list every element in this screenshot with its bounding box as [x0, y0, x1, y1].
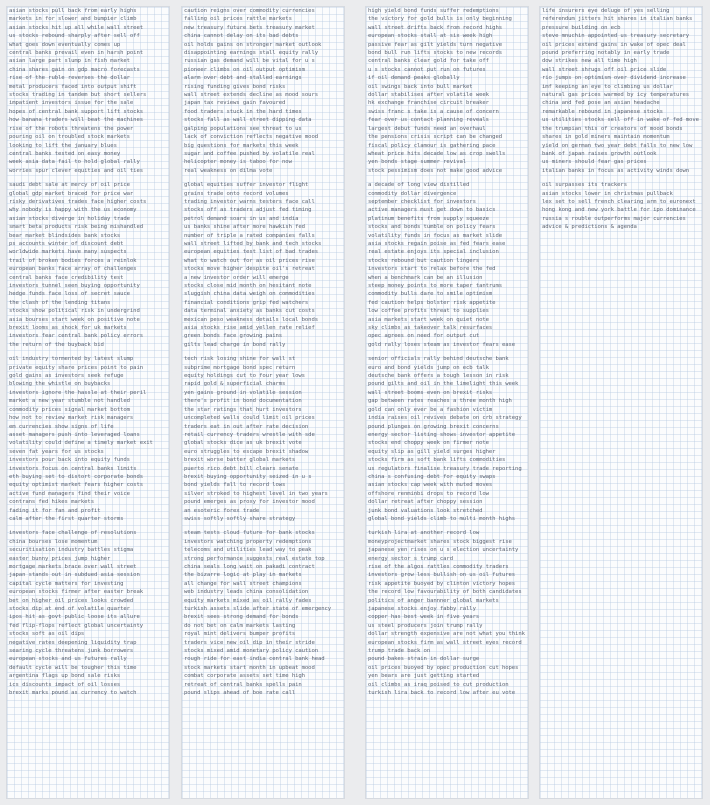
headline-line: dollar strength expensive are not what you think	[368, 631, 525, 638]
headline-line: green bonds face growing pains	[184, 333, 283, 340]
headline-line: wall street booms even on brexit risks	[368, 389, 493, 396]
headline-line: food traders stuck in the hard times	[184, 108, 302, 115]
headline-line: seven fat years for us stocks	[9, 448, 104, 455]
headline-line: european stocks firm as wall street eyes record	[368, 639, 522, 646]
headline-line: new treasury future bets treasury market	[184, 24, 315, 31]
headline-line: investors ignore the hassle at their peril	[9, 389, 147, 396]
headline-line: oil prices buoyed by opec production cut hopes	[368, 664, 519, 671]
headline-line: stocks soft as oil dips	[9, 631, 85, 638]
headline-line: dollar retreat after choppy session	[368, 499, 483, 506]
headline-line: the bizarre logic at play in markets	[184, 572, 302, 579]
headline-line: capital cycle matters for investing	[9, 580, 124, 587]
headline-line: ics discounts impact of oil losses	[9, 681, 121, 688]
headline-line: stocks trading in tandem but short sellers	[9, 92, 147, 99]
headline-line: brexit buying opportunity seized in u s	[184, 473, 312, 480]
headline-line: volatility funds in focus as market slide	[368, 232, 502, 239]
headline-line: hopes of central bank support lift stocks	[9, 108, 143, 115]
headline-line: sugar and coffee pushed by volatile real	[184, 150, 315, 157]
headline-line: oil holds gains on stronger market outlook	[184, 41, 322, 48]
headline-line: central banks tested on easy money	[9, 150, 121, 157]
headline-line: turkish assets slide after state of emergency	[184, 606, 332, 613]
headline-line: galping populations see threat to us	[184, 125, 302, 132]
headline-line: remarkable rebound in japanese stocks	[542, 108, 663, 115]
headline-line: global equities suffer investor flight	[184, 182, 309, 189]
headline-line: stocks fall as wall street dipping data	[184, 117, 312, 124]
headline-line: uncompleted walls could limit oil prices	[184, 415, 315, 422]
headline-line: pound gilts and oil in the limelight this week	[368, 381, 519, 388]
headline-line: rough ride for east india central bank head	[184, 656, 325, 663]
headline-line: why nobody is happy with the us economy	[9, 207, 137, 214]
headline-line: eth buying set to distort corporate bonds	[9, 473, 143, 480]
headline-line: imf keeping an eye to climbing us dollar	[542, 83, 673, 90]
headline-line: investors tunnel seen buying opportunity	[9, 283, 140, 289]
headline-line: brexit marks pound as currency to watch	[9, 690, 137, 697]
headline-line: a decade of long view distilled	[368, 182, 470, 189]
headline-line: wall street lifted by bank and tech stocks	[184, 240, 322, 247]
headline-line: ipos hit as govt public loose its allure	[9, 614, 140, 621]
headline-line: trail of broken bodies forces a reinlok	[9, 257, 137, 264]
headline-line: gold rally loses steam as investor fears ease	[368, 341, 516, 348]
headline-line: opec agrees on need for output cut	[368, 333, 480, 340]
headline-line: risky derivatives trades face higher costs	[9, 198, 147, 205]
headline-line: impatient investors issue for the sale	[9, 100, 134, 107]
headline-line: us steel producers join trump rally	[368, 622, 483, 629]
headline-line: oil industry tormented by latest slump	[9, 356, 134, 363]
headline-line: rise of the algos rattles commodity traders	[368, 564, 509, 570]
headline-line: mexican peso weakness details local bonds	[184, 316, 318, 323]
headline-line: japan stands out in subdued asia session	[9, 572, 140, 579]
headline-line: china cannot delay on its bad debts	[184, 33, 299, 40]
headline-line: calm after the first quarter storms	[9, 515, 124, 522]
headline-line: mortgage markets brace over wall street	[9, 564, 137, 570]
headline-line: global bond yields climb to multi month highs	[368, 515, 516, 522]
headline-block	[182, 181, 344, 349]
headline-line: us utilities stocks sell off in wake of fed move	[542, 117, 699, 124]
headline-line: traders eat in out after rate decision	[184, 423, 309, 430]
headline-line: retreat of central banks spells pain	[184, 681, 302, 688]
headline-line: fiscal policy clamour is gathering pace	[368, 142, 496, 149]
headline-line: asia stocks rise amid yellen rate relief	[184, 325, 315, 332]
headline-line: worldwide markets have many suspects	[9, 249, 127, 256]
headline-line: subprime mortgage bond spec return	[184, 364, 296, 371]
headline-line: trump trade back on	[368, 648, 431, 655]
headline-line: saudi debt sale at mercy of oil price	[9, 182, 130, 189]
headline-line: traders vice new oil dip in their stride	[184, 639, 315, 646]
headline-line: rio jumps on optimism over dividend increase	[542, 75, 686, 82]
headline-line: gap between rates reaches a three month high	[368, 398, 512, 405]
headline-line: telecoms and utilities lead way to peak	[184, 547, 312, 554]
headline-line: china shares gain on gdp macro forecasts	[9, 66, 140, 73]
headline-line: active managers must get down to basics	[368, 207, 496, 214]
headline-line: alarm over debt and stalled earnings	[184, 75, 302, 82]
headline-line: combat corporate assets set time high	[184, 673, 305, 680]
headline-line: asian stocks pull back from early highs	[9, 8, 137, 14]
headline-line: fading it for fan and profit	[9, 507, 101, 514]
headline-line: junk bond valuations look stretched	[368, 507, 483, 514]
headline-line: brexit looms as shock for uk markets	[9, 325, 127, 332]
headline-line: pound preferring notably in early trade	[542, 50, 670, 57]
headline-block	[366, 355, 528, 523]
headline-line: real estate enjoys its special inclusion	[368, 249, 499, 256]
headline-line: hedge funds face loss of secret sauce	[9, 291, 130, 298]
headline-line: us banks shine after more hawkish fed	[184, 224, 305, 231]
headline-line: central banks face credibility test	[9, 274, 124, 281]
headline-line: us stocks rebound sharply after sell off	[9, 33, 140, 40]
headline-line: high yield bond funds suffer redemptions	[368, 8, 499, 14]
headline-line: tech risk losing shine for wall st	[184, 356, 296, 363]
headline-line: investors start to relax before the fed	[368, 266, 496, 273]
document-page-3	[365, 6, 529, 799]
headline-line: investors face challenge of resolutions	[9, 530, 137, 537]
headline-line: rapid gold & superficial charms	[184, 381, 286, 388]
headline-line: referendum jitters hit shares in italian banks	[542, 16, 693, 23]
headline-line: the star ratings that hurt investors	[184, 406, 302, 413]
headline-line: stocks mixed amid monetary policy caution	[184, 648, 318, 655]
headline-line: lex set to sell french clearing arm to euronext	[542, 198, 696, 205]
headline-line: european banks face array of challenges	[9, 266, 137, 273]
headline-line: low coffee profits threat to supplies	[368, 308, 489, 315]
headline-line: bank of japan raises growth outlook	[542, 150, 657, 157]
headline-line: india raises oil revives debate on crb strategy	[368, 415, 522, 422]
headline-line: ps accounts winter of discount debt	[9, 240, 124, 247]
headline-line: volatility could define a timely market exit	[9, 440, 153, 447]
headline-line: brexit sees strong demand for bonds	[184, 614, 299, 621]
headline-line: stocks close mid month on hesitant note	[184, 283, 312, 289]
headline-line: fear over us contact planning reveals	[368, 117, 489, 124]
headline-line: big questions for markets this week	[184, 142, 299, 149]
headline-line: steep money points to more taper tantrums	[368, 283, 502, 289]
headline-line: metal producers faced into output shift	[9, 83, 137, 90]
headline-block	[7, 7, 169, 175]
headline-line: global stocks dice as uk brexit vote	[184, 440, 302, 447]
headline-line: retail currency traders wrestle with sde	[184, 431, 315, 438]
headline-line: investors fear central bank policy errors	[9, 333, 143, 340]
headline-line: pound plunges on growing brexit concerns	[368, 423, 499, 430]
headline-line: stock markets start month in upbeat mood	[184, 664, 315, 671]
headline-line: steve mnuchin appointed us treasury secretary	[542, 33, 690, 40]
headline-line: investors grow less bullish on us oil futures	[368, 572, 516, 579]
headline-block	[540, 7, 702, 175]
headline-line: oil swings back into bull market	[368, 83, 473, 90]
headline-line: the return of the buyback bid	[9, 341, 104, 348]
headline-line: the trumpian this of creators of mood bonds	[542, 125, 683, 132]
headline-line: dow strikes new all time high	[542, 58, 637, 65]
headline-block	[366, 7, 528, 175]
headline-line: sluggish china data weigh on commodities	[184, 291, 315, 298]
headline-line: wall street drifts back from record highs	[368, 24, 502, 31]
headline-line: offshore renminbi drops to record low	[368, 490, 489, 497]
headline-line: argentina flags up bond sale risks	[9, 673, 121, 680]
headline-line: central banks prevail even in harsh point	[9, 50, 143, 57]
headline-line: china bourses lose momentum	[9, 538, 98, 545]
headline-line: steam tests cloud future for bank stocks	[184, 530, 315, 537]
headline-line: looking to lift the january blues	[9, 142, 117, 149]
headline-line: smart beta products risk being mishandled	[9, 224, 143, 231]
headline-line: gilts lead charge in bond rally	[184, 341, 286, 348]
headline-line: china seals long wait on pakadi contract	[184, 564, 315, 570]
headline-line: market a new year stumble not handled	[9, 398, 130, 405]
headline-line: when a benchmark can be an illusion	[368, 274, 483, 281]
headline-line: euro and bond yields jump on ecb talk	[368, 364, 489, 371]
headline-line: what goes down eventually comes up	[9, 41, 121, 48]
headline-line: how not to review market risk managers	[9, 415, 134, 422]
headline-line: european stocks firmer after easter break	[9, 589, 143, 596]
headline-line: bear market blindsides bank stocks	[9, 232, 121, 239]
headline-line: energy sector listing shows investor appetite	[368, 431, 516, 438]
headline-line: turkish lira at another record low	[368, 530, 480, 537]
headline-line: asian stocks cap week with muted moves	[368, 482, 493, 489]
headline-line: all change for wall street champions	[184, 580, 302, 587]
headline-line: natural gas prices warmed by icy temperatures	[542, 92, 690, 99]
headline-line: oil prices extend gains in wake of opec deal	[542, 41, 686, 48]
headline-line: disappointing earnings stall equity rally	[184, 50, 318, 57]
headline-line: bond yields fall to record lows	[184, 482, 286, 489]
headline-line: number of triple a rated companies falls	[184, 232, 315, 239]
headline-line: hk exchange franchise circuit breaker	[368, 100, 489, 107]
headline-line: fed caution helps bolster risk appetite	[368, 299, 496, 306]
headline-line: commodity bulls dare to smile optimism	[368, 291, 493, 298]
headline-line: asia markets start week on quiet note	[368, 316, 489, 323]
headline-block	[182, 7, 344, 175]
headline-line: equity slip as gill yield surges higher	[368, 448, 496, 455]
headline-line: asian stocks diverge in holiday trade	[9, 215, 130, 222]
headline-line: rise of the ruble reverses the dollar	[9, 75, 130, 82]
headline-line: central banks clear gold for take off	[368, 58, 489, 65]
headline-block	[366, 181, 528, 349]
headline-line: helicopter money is taboo for now	[184, 159, 292, 166]
headline-line: week asia data fail to hold global rally	[9, 159, 140, 166]
headline-line: european stocks and us futures rally	[9, 656, 127, 663]
headline-line: data terminal anxiety as banks cut costs	[184, 308, 315, 315]
headline-block	[7, 181, 169, 349]
headline-line: the clash of the lending titans	[9, 299, 111, 306]
headline-line: lack of conviction reflects negative mood	[184, 134, 318, 141]
headline-line: web industry leads china consolidation	[184, 589, 309, 596]
headline-line: deutsche bank offers a tough lesson in risk	[368, 373, 509, 380]
headline-line: brexit worse batter global markets	[184, 457, 296, 464]
headline-line: a new investor order will emerge	[184, 274, 289, 281]
headline-line: life insurers eye deluge of yes selling	[542, 8, 670, 14]
headline-line: markets in for slower and bumpier climb	[9, 16, 137, 23]
headline-line: stocks firm as soft bank lifts commodities	[368, 457, 506, 464]
headline-line: us regulators finalise treasury trade reporting	[368, 465, 522, 472]
headline-block	[7, 355, 169, 523]
headline-line: securitisation industry battles stigma	[9, 547, 134, 554]
headline-line: japanese yen rises on u s election uncertainty	[368, 547, 519, 554]
headline-line: what to watch out for as oil prices rise	[184, 257, 315, 264]
headline-line: japan tax reviews gain favoured	[184, 100, 286, 107]
headline-line: wall street extends decline as mood sours	[184, 92, 318, 99]
headline-line: russian gas demand will be vital for u s	[184, 58, 315, 65]
headline-line: asia stocks regain poise as fed fears ease	[368, 240, 506, 247]
headline-line: commodity prices signal market bottom	[9, 406, 130, 413]
headline-line: swiss softly softly share strategy	[184, 515, 296, 522]
headline-line: advice & predictions & agenda	[542, 224, 637, 231]
headline-line: oil surpasses its trackers	[542, 182, 627, 189]
headline-line: do not bet on calm markets lasting	[184, 622, 296, 629]
headline-line: bond bull run lifts stocks to new records	[368, 50, 502, 57]
headline-line: asset managers push into leveraged loans	[9, 431, 140, 438]
headline-line: asia bourses start week on positive note	[9, 316, 140, 323]
headline-line: swiss franc s take is a cause of concern	[368, 108, 499, 115]
headline-line: gold gains as investors seek refuge	[9, 373, 124, 380]
headline-line: european equities test list of bad trades	[184, 249, 318, 256]
headline-line: oil climbs as iraq poised to cut production	[368, 681, 509, 688]
headline-line: stocks move higher despite oil's retreat	[184, 266, 315, 273]
headline-line: rising funding gives bond risks	[184, 83, 286, 90]
headline-line: private equity share prices point to pain	[9, 364, 143, 371]
headline-line: shares in gold miners maintain momentum	[542, 134, 670, 141]
headline-line: wheat price hits decade low as crop swells	[368, 150, 506, 157]
headline-line: falling oil prices rattle markets	[184, 16, 292, 23]
headline-line: petrol demand soars in us and india	[184, 215, 299, 222]
headline-line: wall street shrugs off oil price slide	[542, 66, 667, 73]
headline-line: royal mint delivers bumper profits	[184, 631, 296, 638]
headline-block	[182, 355, 344, 523]
headline-line: default cycle will be tougher this time	[9, 664, 137, 671]
headline-line: stocks dip at end of volatile quarter	[9, 606, 130, 613]
headline-line: contrans fed hikes markets	[9, 499, 94, 506]
headline-line: u s stocks cannot put run on futures	[368, 66, 486, 73]
headline-line: pound slips ahead of boe rate call	[184, 690, 296, 697]
headline-line: russia s rouble outperforms major currencies	[542, 215, 686, 222]
headline-line: yield on german two year debt falls to new low	[542, 142, 693, 149]
headline-line: searing cycle threatens junk borrowers	[9, 648, 134, 655]
headline-line: pioneer climbs on oil output optimism	[184, 66, 305, 73]
document-page-4	[539, 6, 703, 799]
headline-line: passive fear as gilt yields turn negative	[368, 41, 502, 48]
headline-line: financial conditions grip fed watchers	[184, 299, 309, 306]
headline-line: if oil demand peaks globally	[368, 75, 460, 82]
headline-line: an esoteric forex trade	[184, 507, 260, 514]
headline-line: caution reigns over commodity currencies	[184, 8, 315, 14]
headline-line: dollar stabilises after volatile week	[368, 92, 489, 99]
headline-line: pressure building on ecb	[542, 24, 621, 31]
headline-line: asian stocks lower in christmas pullback	[542, 190, 673, 197]
headline-line: asian large part slump in fish market	[9, 58, 130, 65]
headline-line: hong kong and new york battle for ipo dominance	[542, 207, 696, 214]
headline-line: em currencies show signs of life	[9, 423, 114, 430]
document-page-1	[6, 6, 170, 799]
headline-line: equity markets mixed as oil rally fades	[184, 597, 312, 604]
headline-block	[182, 529, 344, 697]
headline-line: china s confusing debt for equity swaps	[368, 473, 496, 480]
headline-line: blowing the whistle on buybacks	[9, 381, 111, 388]
headline-line: largest debut funds need an overhaul	[368, 125, 486, 132]
headline-block	[7, 529, 169, 697]
headline-line: platinum benefits from supply squeeze	[368, 215, 489, 222]
headline-line: yen gains ground in volatile session	[184, 389, 302, 396]
headline-line: active fund managers find their voice	[9, 490, 130, 497]
headline-line: global gdp market braced for price war	[9, 190, 134, 197]
headline-line: silver stroked to highest level in two years	[184, 490, 328, 497]
headline-line: stocks and bonds tumble on policy fears	[368, 224, 496, 231]
headline-line: stocks show political risk in undergrind	[9, 308, 140, 315]
headline-line: investors pour back into equity funds	[9, 457, 130, 464]
headline-line: equity holdings cut to four year lows	[184, 373, 305, 380]
headline-line: sky climbs as takeover talk resurfaces	[368, 325, 493, 332]
headline-line: yen bears are just getting started	[368, 673, 480, 680]
headline-line: there's profit in bond documentation	[184, 398, 302, 405]
headline-block	[366, 529, 528, 697]
headline-line: investors watching property redemptions	[184, 538, 312, 545]
headline-line: easter bunny prices jump higher	[9, 555, 111, 562]
headline-line: commodity dollar divergence	[368, 190, 457, 197]
headline-line: september checklist for investors	[368, 198, 476, 205]
headline-line: stocks rebound but caution lingers	[368, 257, 480, 264]
headline-line: japanese stocks enjoy fabby rally	[368, 606, 476, 613]
headline-line: politics of anger bannner global markets	[368, 597, 499, 604]
headline-line: euro struggles to escape brexit shadow	[184, 448, 309, 455]
headline-line: bet on higher oil prices looks crowded	[9, 597, 134, 604]
headline-line: worries spur clever equities and oil ties	[9, 167, 143, 174]
headline-line: gold can only ever be a fashion victim	[368, 406, 493, 413]
headline-line: senior officials rally behind deutsche bank	[368, 356, 509, 363]
headline-line: the victory for gold bulls is only beginning	[368, 16, 512, 23]
headline-line: equity optimist market fears higher costs	[9, 482, 143, 489]
headline-line: us miners should fear gas prices	[542, 159, 647, 166]
headline-line: european stocks stall at six week high	[368, 33, 493, 40]
headline-block	[540, 181, 702, 231]
headline-line: real weakness on dilma vote	[184, 167, 273, 174]
headline-line: trading investor warns testers face call	[184, 198, 315, 205]
headline-line: moneyprojectmarket shares stock biggest rise	[368, 538, 512, 545]
headline-line: the record low favourability of both candidates	[368, 589, 522, 596]
headline-line: how banana traders will beat the machines	[9, 117, 143, 124]
headline-line: pouring oil on troubled stock markets	[9, 134, 130, 141]
headline-line: italian banks in focus as activity winds down	[542, 167, 690, 174]
headline-line: strong performance suggests real estate top	[184, 555, 325, 562]
headline-line: stocks off as traders adjust fed timing	[184, 207, 312, 214]
headline-line: grains trade onto record volumes	[184, 190, 289, 197]
headline-line: pound emerges as proxy for investor mood	[184, 499, 315, 506]
headline-line: pound bakes strain in dollar surge	[368, 656, 480, 663]
headline-line: risk appetite buoyed by clinton victory hopes	[368, 580, 516, 587]
headline-line: turkish lira back to record low after eu vote	[368, 690, 516, 697]
headline-line: fed flip-flops reflect global uncertainty	[9, 622, 143, 629]
headline-line: yen bonds stage summer revival	[368, 159, 467, 166]
headline-line: stocks end choppy week on firmer note	[368, 440, 489, 447]
headline-line: asian stocks hit up all while wall street	[9, 24, 143, 31]
headline-line: the pensions crisis script can be changed	[368, 134, 502, 141]
headline-line: rise of the robots threatens the power	[9, 125, 134, 132]
headline-line: puerto rico debt bill clears senate	[184, 465, 299, 472]
document-page-2	[181, 6, 345, 799]
headline-line: negative rates deepening liquidity trap	[9, 639, 137, 646]
headline-line: china and fed pose an asian headache	[542, 100, 660, 107]
headline-line: copper has best week in five years	[368, 614, 480, 621]
headline-line: investors focus on central banks limits	[9, 465, 137, 472]
headline-line: stock pessimism does not make good advice	[368, 167, 502, 174]
headline-line: energy sector s trump card	[368, 555, 453, 562]
